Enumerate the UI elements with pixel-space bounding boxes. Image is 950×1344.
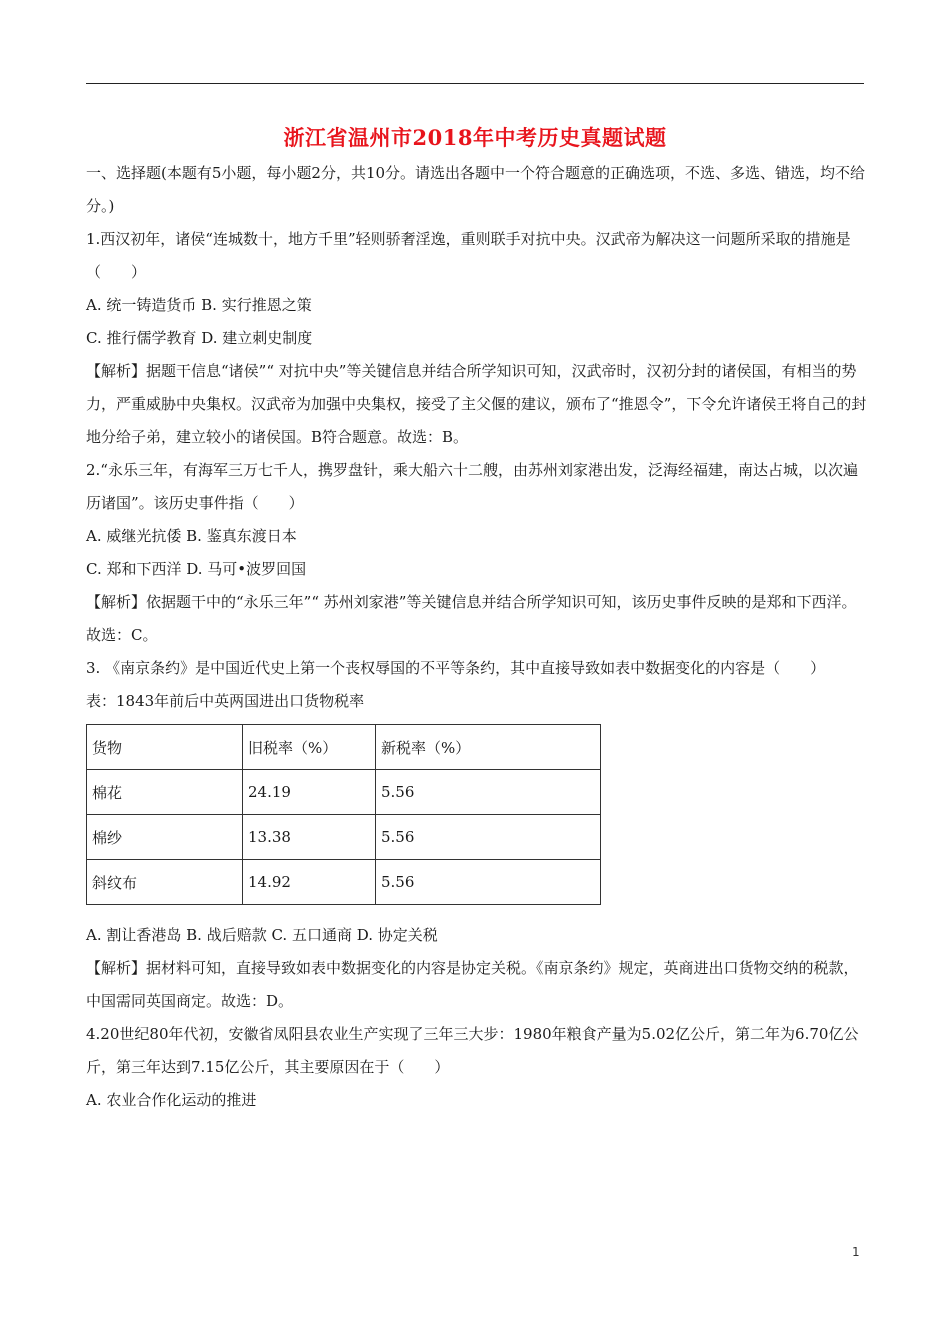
q2-stem: 2.“永乐三年，有海军三万七千人，携罗盘针，乘大船六十二艘，由苏州刘家港出发，泛海经福建，南达占城，以次遍历诸国”。该历史事件指（ ） (86, 461, 858, 512)
table-cell: 5.56 (376, 860, 601, 905)
q4-option-a: A. 农业合作化运动的推进 (86, 1091, 257, 1109)
table-cell: 13.38 (243, 815, 376, 860)
q3-analysis: 【解析】据材料可知，直接导致如表中数据变化的内容是协定关税。《南京条约》规定，英商进出口货物交纳的税款，中国需同英国商定。故选：D。 (86, 959, 859, 1010)
table-header-row (87, 725, 601, 770)
document-body (86, 157, 870, 1117)
table-caption: 表：1843年前后中英两国进出口货物税率 (86, 692, 365, 710)
table-row (87, 860, 601, 905)
q2-options-line1: A. 威继光抗倭 B. 鉴真东渡日本 (86, 527, 297, 545)
q1-stem: 1.西汉初年，诸侯“连城数十，地方千里”轻则骄奢淫逸，重则联手对抗中央。汉武帝为解决这一问题所采取的措施是（ ） (86, 230, 851, 281)
page-title: 浙江省温州市2018年中考历史真题试题 (283, 125, 667, 150)
q4-stem: 4.20世纪80年代初，安徽省凤阳县农业生产实现了三年三大步：1980年粮食产量为5.02亿公斤，第二年为6.70亿公斤，第三年达到7.15亿公斤，其主要原因在于（ ） (86, 1025, 859, 1076)
section-header: 一、选择题(本题有5小题，每小题2分，共10分。请选出各题中一个符合题意的正确选项，不选、多选、错选，均不给分。) (86, 164, 866, 215)
q1-options-line2: C. 推行儒学教育 D. 建立刺史制度 (86, 329, 313, 347)
q2-options-line2: C. 郑和下西洋 D. 马可•波罗回国 (86, 560, 307, 578)
table-cell: 24.19 (243, 770, 376, 815)
q2-analysis: 【解析】依据题干中的“永乐三年”“ 苏州刘家港”等关键信息并结合所学知识可知，该历史事件反映的是郑和下西洋。故选：C。 (86, 593, 857, 644)
table-header-cell: 货物 (87, 725, 243, 770)
table-cell: 棉纱 (87, 815, 243, 860)
q1-options-line1: A. 统一铸造货币 B. 实行推恩之策 (86, 296, 312, 314)
table-row (87, 770, 601, 815)
table-cell: 5.56 (376, 770, 601, 815)
table-header-cell: 旧税率（%） (243, 725, 376, 770)
table-header-cell: 新税率（%） (376, 725, 601, 770)
table-cell: 斜纹布 (87, 860, 243, 905)
table-row (87, 815, 601, 860)
header-rule (86, 83, 864, 84)
tax-rate-table (86, 724, 601, 905)
q3-options: A. 割让香港岛 B. 战后赔款 C. 五口通商 D. 协定关税 (86, 926, 438, 944)
table-cell: 棉花 (87, 770, 243, 815)
q3-stem: 3. 《南京条约》是中国近代史上第一个丧权辱国的不平等条约，其中直接导致如表中数据变化的内容是（ ） (86, 659, 826, 677)
table-cell: 14.92 (243, 860, 376, 905)
table-cell: 5.56 (376, 815, 601, 860)
page-number: 1 (852, 1245, 860, 1259)
q1-analysis: 【解析】据题干信息“诸侯”“ 对抗中央”等关键信息并结合所学知识可知，汉武帝时，汉初分封的诸侯国，有相当的势力，严重威胁中央集权。汉武帝为加强中央集权，接受了主父偃的建议，颁布了“推恩令”，下令允许诸侯王将自己的封地分给子弟，建立较小的诸侯国。B符合题意。故选：B。 (86, 362, 867, 446)
